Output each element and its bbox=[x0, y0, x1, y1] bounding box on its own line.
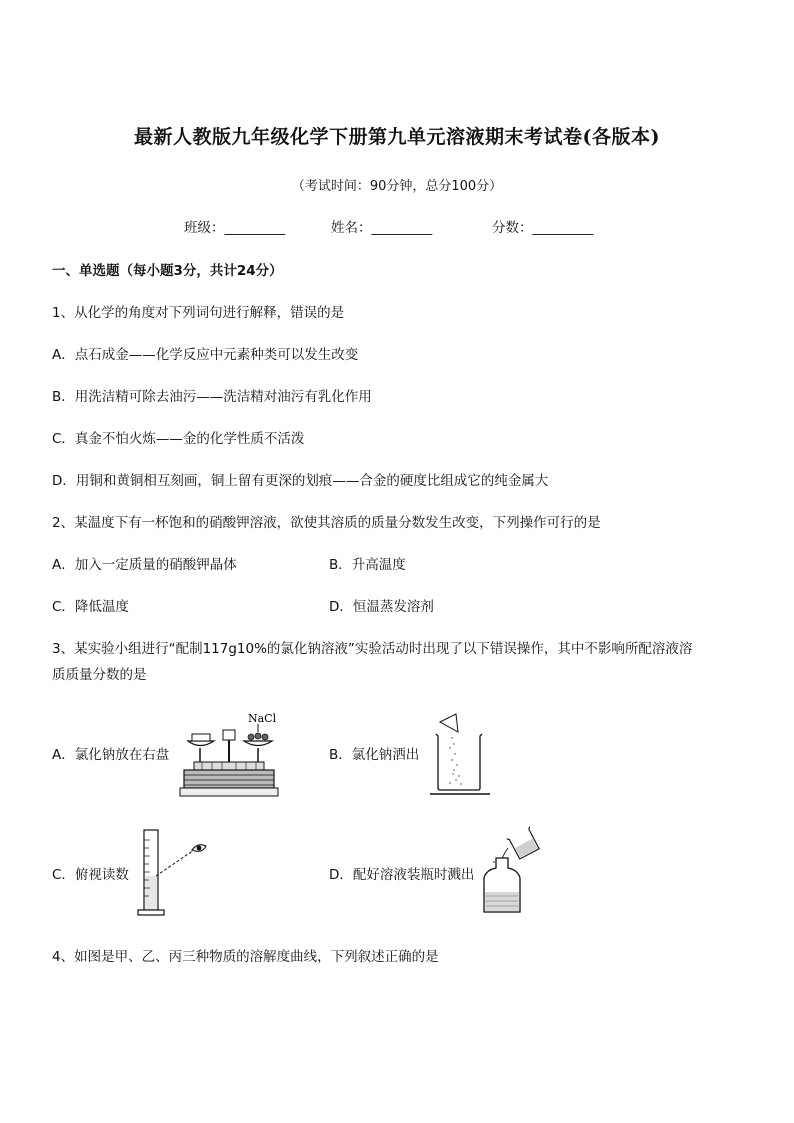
question-1-option-a[interactable]: A．点石成金——化学反应中元素种类可以发生改变 bbox=[52, 347, 359, 363]
question-3-stem-line-1: 3、某实验小组进行“配制117g10%的氯化钠溶液”实验活动时出现了以下错误操作，其中不影响所配溶液溶 bbox=[52, 641, 693, 657]
question-3-option-d[interactable]: D．配好溶液装瓶时溅出 bbox=[329, 867, 475, 883]
spill-beaker-figure bbox=[430, 710, 490, 798]
question-2-stem: 2、某温度下有一杯饱和的硝酸钾溶液，欲使其溶质的质量分数发生改变，下列操作可行的是 bbox=[52, 515, 601, 531]
question-2-option-a[interactable]: A．加入一定质量的硝酸钾晶体 bbox=[52, 557, 237, 573]
graduated-cylinder-figure bbox=[132, 826, 214, 918]
balance-scale-figure bbox=[178, 708, 280, 800]
question-2-option-d[interactable]: D．恒温蒸发溶剂 bbox=[329, 599, 434, 615]
score-field[interactable]: 分数：_________ bbox=[492, 220, 594, 236]
name-field[interactable]: 姓名：_________ bbox=[331, 220, 433, 236]
section-heading-single-choice: 一、单选题（每小题3分，共计24分） bbox=[52, 263, 283, 279]
question-1-stem: 1、从化学的角度对下列词句进行解释，错误的是 bbox=[52, 305, 345, 321]
question-2-option-b[interactable]: B．升高温度 bbox=[329, 557, 406, 573]
question-1-option-c[interactable]: C．真金不怕火炼——金的化学性质不活泼 bbox=[52, 431, 305, 447]
question-3-option-c[interactable]: C．俯视读数 bbox=[52, 867, 129, 883]
question-2-option-c[interactable]: C．降低温度 bbox=[52, 599, 129, 615]
question-4-stem: 4、如图是甲、乙、丙三种物质的溶解度曲线，下列叙述正确的是 bbox=[52, 949, 439, 965]
page-title: 最新人教版九年级化学下册第九单元溶液期末考试卷(各版本) bbox=[134, 126, 660, 148]
question-3-option-b[interactable]: B．氯化钠洒出 bbox=[329, 747, 420, 763]
question-1-option-d[interactable]: D．用铜和黄铜相互刻画，铜上留有更深的划痕——合金的硬度比组成它的纯金属大 bbox=[52, 473, 549, 489]
question-3-stem-line-2: 质质量分数的是 bbox=[52, 667, 147, 683]
nacl-label: NaCl bbox=[248, 712, 277, 725]
exam-time-info: （考试时间：90分钟，总分100分） bbox=[291, 179, 503, 194]
class-field[interactable]: 班级：_________ bbox=[184, 220, 286, 236]
question-3-option-a[interactable]: A．氯化钠放在右盘 bbox=[52, 747, 170, 763]
bottle-splash-figure bbox=[478, 826, 544, 918]
question-1-option-b[interactable]: B．用洗洁精可除去油污——洗洁精对油污有乳化作用 bbox=[52, 389, 372, 405]
